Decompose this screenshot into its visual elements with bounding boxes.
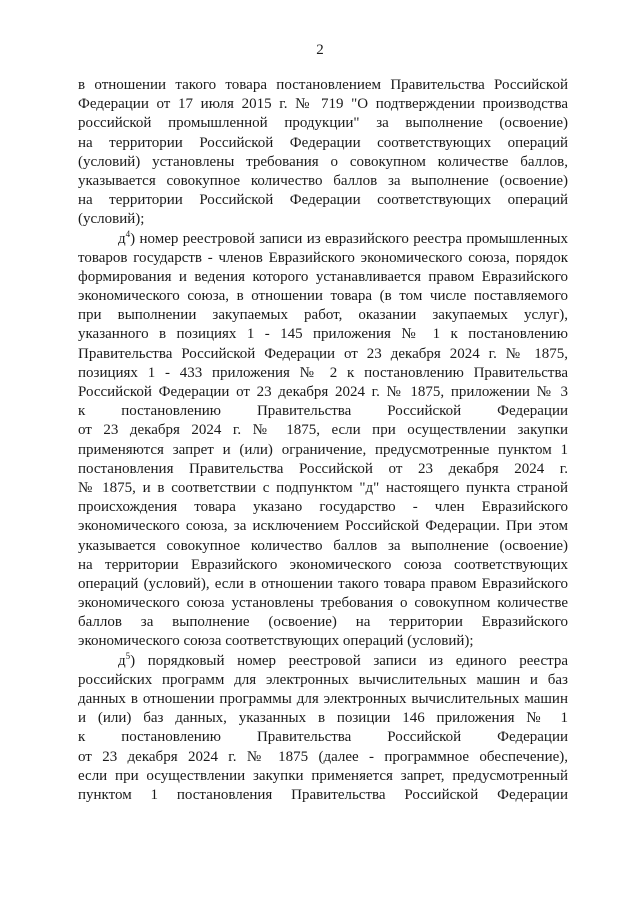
line-text: на территории Российской Федерации соответствующих операций xyxy=(78,192,568,209)
line-text: происхождения товара указано государство - член Евразийского xyxy=(78,499,568,516)
subpoint-marker: $д^4$ xyxy=(118,228,131,247)
text-line xyxy=(78,95,568,114)
line-text: баллов за выполнение (освоение) на территории Евразийского xyxy=(78,614,568,631)
line-text: в отношении такого товара постановлением Правительства Российской xyxy=(78,77,568,93)
text-line xyxy=(78,556,568,575)
line-text: Федерации от 17 июля 2015 г. № 719 "О подтверждении производства xyxy=(78,96,568,113)
text-line xyxy=(78,671,568,690)
line-text: экономического союза соответствующих операций (условий); xyxy=(78,633,474,650)
text-line xyxy=(78,172,568,191)
line-text: формирования и ведения которого устанавливается правом Евразийского xyxy=(78,268,568,285)
subpoint-superscript: 4 xyxy=(125,228,131,239)
line-text: от 23 декабря 2024 г. № 1875 (далее - программное обеспечение), xyxy=(78,748,568,765)
text-line xyxy=(78,76,568,95)
line-text: № 1875, и в соответствии с подпунктом "д" настоящего пункта страной xyxy=(78,479,568,496)
line-text: постановления Правительства Российской от 23 декабря 2024 г. xyxy=(78,460,568,477)
line-text: экономического союза, за исключением Российской Федерации. При этом xyxy=(78,518,568,535)
text-line xyxy=(78,268,568,287)
text-line xyxy=(78,575,568,594)
text-line xyxy=(78,325,568,344)
text-line xyxy=(78,479,568,498)
line-text: если при осуществлении закупки применяется запрет, предусмотренный xyxy=(78,767,568,784)
text-line xyxy=(78,709,568,728)
text-line xyxy=(78,690,568,709)
text-line xyxy=(78,364,568,383)
text-line xyxy=(78,728,568,747)
line-text: позициях 1 - 433 приложения № 2 к постановлению Правительства xyxy=(78,364,568,381)
text-line xyxy=(78,652,568,671)
text-line xyxy=(78,287,568,306)
text-line xyxy=(78,421,568,440)
text-line xyxy=(78,594,568,613)
subpoint-marker: $д^5$ xyxy=(118,650,131,669)
text-line xyxy=(78,153,568,172)
line-text: Российской Федерации от 23 декабря 2024 г. № 1875, приложении № 3 xyxy=(78,384,568,400)
line-text: операций (условий), если в отношении такого товара правом Евразийского xyxy=(78,575,568,592)
line-text: применяются запрет и (или) ограничение, предусмотренные пунктом 1 xyxy=(78,441,568,458)
line-text: товаров государств - членов Евразийского экономического союза, порядок xyxy=(78,249,568,266)
paragraph xyxy=(78,230,568,652)
text-line xyxy=(78,230,568,249)
text-line xyxy=(78,249,568,268)
line-text: российских программ для электронных вычислительных машин и баз xyxy=(78,671,568,688)
paragraph xyxy=(78,76,568,230)
text-line xyxy=(78,748,568,767)
document-body xyxy=(78,76,568,805)
paragraph xyxy=(78,652,568,806)
text-line xyxy=(78,306,568,325)
text-line xyxy=(78,191,568,210)
line-text: к постановлению Правительства Российской Федерации xyxy=(78,729,568,746)
line-text: экономического союза, в отношении товара (в том числе поставляемого xyxy=(78,288,568,305)
line-text: (условий) установлены требования о совокупном количестве баллов, xyxy=(78,153,568,170)
line-text: указывается совокупное количество баллов за выполнение (освоение) xyxy=(78,172,568,189)
line-text: ) порядковый номер реестровой записи из единого реестра xyxy=(130,652,568,669)
text-line xyxy=(78,517,568,536)
line-text: указывается совокупное количество баллов за выполнение (освоение) xyxy=(78,537,568,554)
line-text: на территории Евразийского экономического союза соответствующих xyxy=(78,556,568,573)
text-line xyxy=(78,134,568,153)
line-text: и (или) баз данных, указанных в позиции 146 приложения № 1 xyxy=(78,710,568,727)
text-line xyxy=(78,613,568,632)
line-text: экономического союза установлены требования о совокупном количестве xyxy=(78,595,568,612)
text-line xyxy=(78,767,568,786)
text-line xyxy=(78,345,568,364)
line-text: при выполнении закупаемых работ, оказании закупаемых услуг), xyxy=(78,307,568,324)
text-line xyxy=(78,114,568,133)
text-line xyxy=(78,441,568,460)
line-text: данных в отношении программы для электронных вычислительных машин xyxy=(78,691,568,707)
line-text: Правительства Российской Федерации от 23 декабря 2024 г. № 1875, xyxy=(78,345,568,362)
text-line xyxy=(78,537,568,556)
page-number: 2 xyxy=(316,42,324,58)
text-line xyxy=(78,632,568,651)
text-line xyxy=(78,498,568,517)
line-text: ) номер реестровой записи из евразийского реестра промышленных xyxy=(130,230,568,247)
text-line xyxy=(78,460,568,479)
line-text: (условий); xyxy=(78,211,145,228)
text-line xyxy=(78,210,568,229)
line-text: указанного в позициях 1 - 145 приложения № 1 к постановлению xyxy=(78,326,568,343)
line-text: на территории Российской Федерации соответствующих операций xyxy=(78,134,568,151)
text-line xyxy=(78,786,568,805)
line-text: пунктом 1 постановления Правительства Российской Федерации xyxy=(78,786,568,803)
line-text: российской промышленной продукции" за выполнение (освоение) xyxy=(78,115,568,132)
subpoint-superscript: 5 xyxy=(125,650,131,661)
line-text: к постановлению Правительства Российской Федерации xyxy=(78,403,568,420)
line-text: от 23 декабря 2024 г. № 1875, если при осуществлении закупки xyxy=(78,422,568,439)
text-line xyxy=(78,402,568,421)
text-line xyxy=(78,383,568,402)
